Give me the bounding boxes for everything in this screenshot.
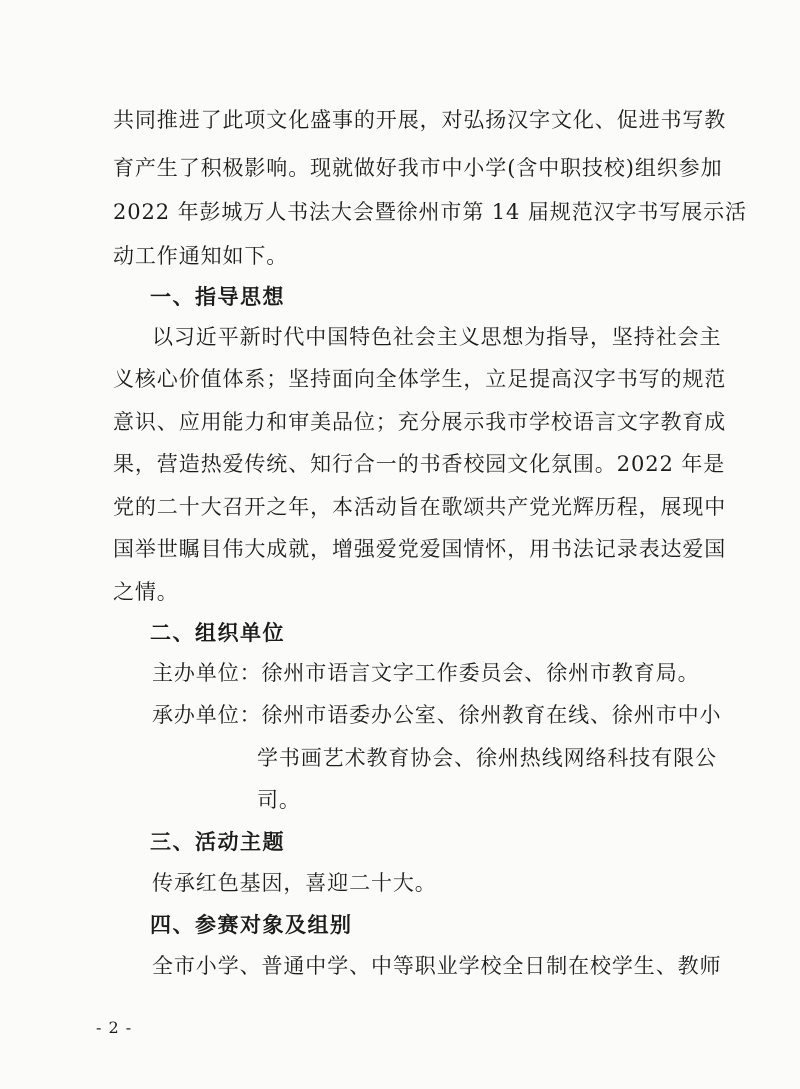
intro-line-3: 2022 年彭城万人书法大会暨徐州市第 14 届规范汉字书写展示活 [113,200,747,224]
guiding-line-1: 以习近平新时代中国特色社会主义思想为指导，坚持社会主 [152,325,722,349]
organizer-undertaker-line-2: 学书画艺术教育协会、徐州热线网络科技有限公 [257,746,717,770]
theme-text: 传承红色基因，喜迎二十大。 [152,871,437,895]
heading-participants: 四、参赛对象及组别 [150,912,353,937]
guiding-line-6: 国举世瞩目伟大成就，增强爱党爱国情怀，用书法记录表达爱国 [113,537,727,561]
heading-organizers: 二、组织单位 [150,620,285,645]
guiding-line-2: 义核心价值体系；坚持面向全体学生，立足提高汉字书写的规范 [113,367,727,391]
organizer-host: 主办单位：徐州市语言文字工作委员会、徐州市教育局。 [152,661,700,685]
intro-line-4: 动工作通知如下。 [113,244,289,268]
organizer-undertaker-line-1: 承办单位：徐州市语委办公室、徐州教育在线、徐州市中小 [152,703,722,727]
guiding-line-3: 意识、应用能力和审美品位；充分展示我市学校语言文字教育成 [113,410,727,434]
page-number: - 2 - [96,1018,133,1037]
heading-theme: 三、活动主题 [150,829,285,854]
guiding-line-5: 党的二十大召开之年，本活动旨在歌颂共产党光辉历程，展现中 [113,495,727,519]
intro-line-1: 共同推进了此项文化盛事的开展，对弘扬汉字文化、促进书写教 [113,108,727,132]
participants-line-1: 全市小学、普通中学、中等职业学校全日制在校学生、教师 [152,954,722,978]
guiding-line-7: 之情。 [113,580,179,604]
guiding-line-4: 果，营造热爱传统、知行合一的书香校园文化氛围。2022 年是 [113,452,726,476]
heading-guiding-thought: 一、指导思想 [150,284,285,309]
intro-line-2: 育产生了积极影响。现就做好我市中小学(含中职技校)组织参加 [113,156,723,180]
organizer-undertaker-line-3: 司。 [257,788,301,812]
